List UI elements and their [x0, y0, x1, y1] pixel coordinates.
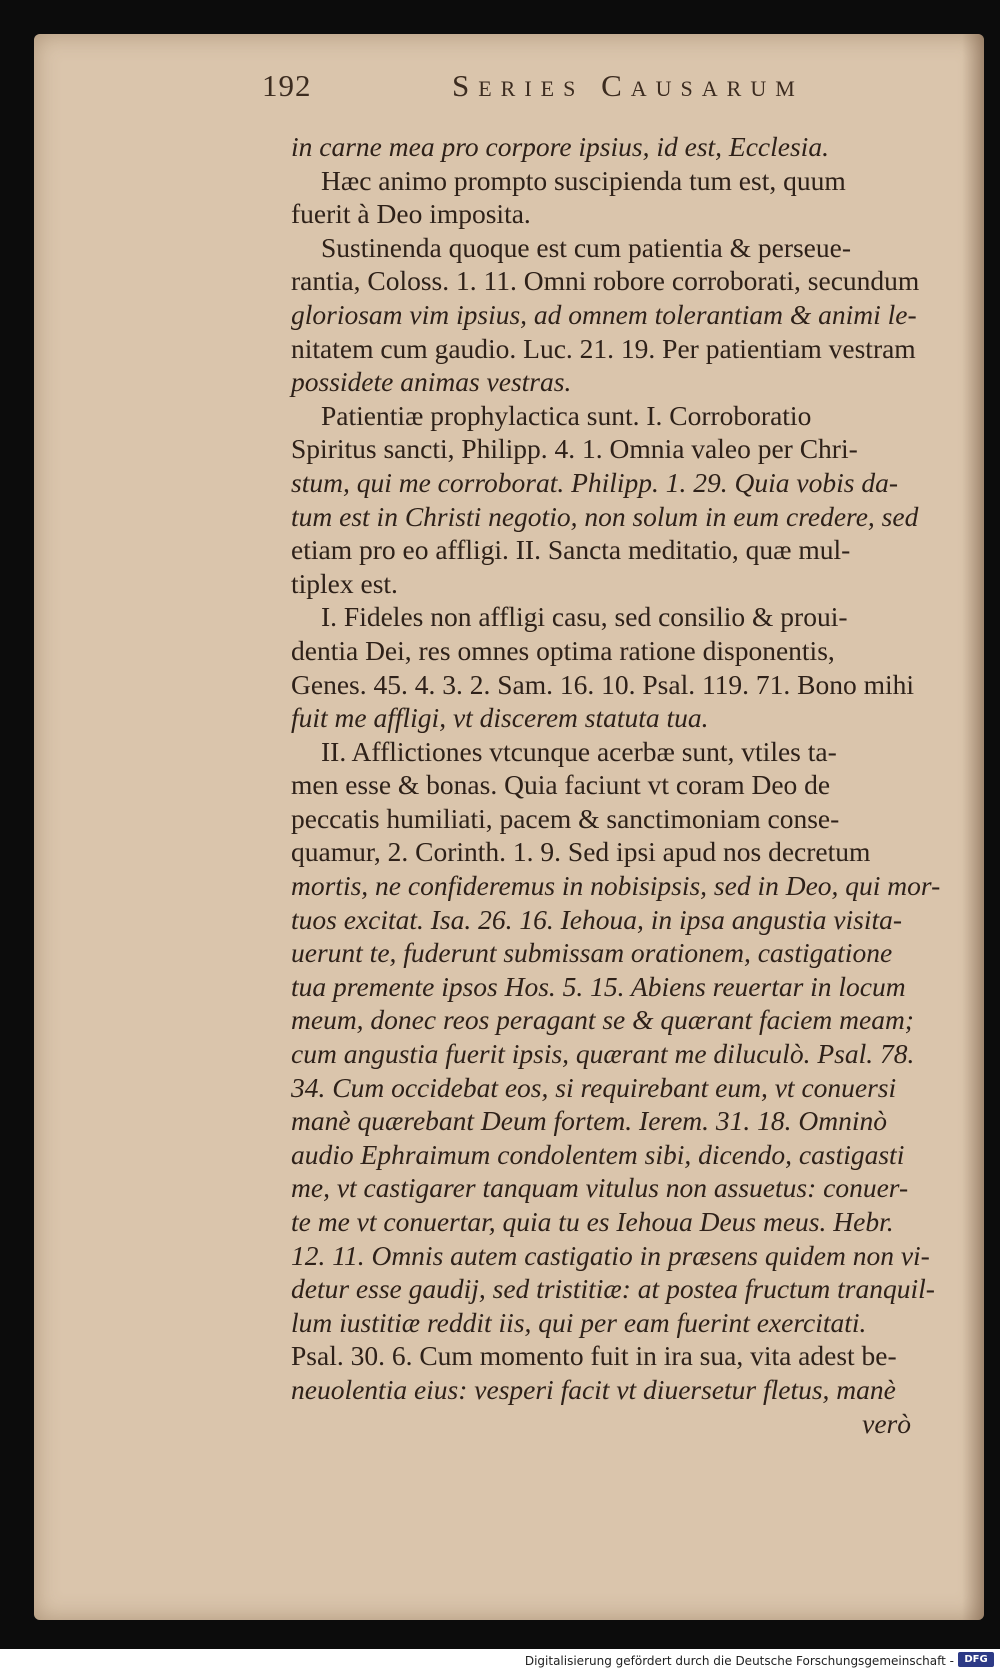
text-line: Sustinenda quoque est cum patientia & perseue- [321, 231, 851, 263]
page-header [262, 68, 902, 104]
running-head: Series Causarum [452, 68, 804, 103]
text-line: neuolentia eius: vesperi facit vt diuersetur fletus, manè [291, 1373, 896, 1405]
text-line: me, vt castigarer tanquam vitulus non assuetus: conuer- [291, 1172, 909, 1204]
text-line: Hæc animo prompto suscipienda tum est, quum [321, 164, 846, 196]
text-line: audio Ephraimum condolentem sibi, dicendo, castigasti [291, 1138, 905, 1170]
text-line: lum iustitiæ reddit iis, qui per eam fuerint exercitati. [291, 1306, 867, 1338]
body-text [291, 130, 941, 1440]
text-line: dentia Dei, res omnes optima ratione disponentis, [291, 634, 835, 666]
text-line: possidete animas vestras. [291, 366, 572, 398]
text-line: nitatem cum gaudio. Luc. 21. 19. Per patientiam vestram [291, 332, 916, 364]
text-line: gloriosam vim ipsius, ad omnem tolerantiam & animi le- [291, 298, 917, 330]
text-line: rantia, Coloss. 1. 11. Omni robore corroborati, secundum [291, 265, 920, 297]
text-line: fuerit à Deo imposita. [291, 198, 531, 230]
dfg-logo: DFG [958, 1652, 994, 1667]
text-line: Patientiæ prophylactica sunt. I. Corroboratio [321, 399, 812, 431]
text-line: fuit me affligi, vt discerem statuta tua. [291, 702, 709, 734]
text-line: in carne mea pro corpore ipsius, id est, Ecclesia. [291, 131, 829, 162]
text-line: Genes. 45. 4. 3. 2. Sam. 16. 10. Psal. 119. 71. Bono mihi [291, 668, 915, 700]
text-line: cum angustia fuerit ipsis, quærant me diluculò. Psal. 78. [291, 1038, 915, 1070]
footer-bar [0, 1649, 1000, 1671]
text-line: Spiritus sancti, Philipp. 4. 1. Omnia valeo per Chri- [291, 433, 858, 465]
text-line: mortis, ne confideremus in nobisipsis, sed in Deo, qui mor- [291, 870, 941, 902]
text-line: uerunt te, fuderunt submissam orationem, castigatione [291, 937, 893, 969]
text-line: Psal. 30. 6. Cum momento fuit in ira sua, vita adest be- [291, 1340, 897, 1372]
text-line: manè quærebant Deum fortem. Ierem. 31. 18. Omninò [291, 1105, 888, 1137]
text-line: quamur, 2. Corinth. 1. 9. Sed ipsi apud nos decretum [291, 836, 871, 868]
text-line: II. Afflictiones vtcunque acerbæ sunt, vtiles ta- [321, 735, 837, 767]
text-line: men esse & bonas. Quia faciunt vt coram Deo de [291, 769, 831, 801]
catchword: verò [862, 1407, 911, 1439]
page-number: 192 [262, 68, 312, 103]
page-edge-shadow [962, 34, 984, 1620]
text-line: te me vt conuertar, quia tu es Iehoua Deus meus. Hebr. [291, 1206, 894, 1237]
text-line: tua premente ipsos Hos. 5. 15. Abiens reuertar in locum [291, 970, 906, 1002]
text-line: meum, donec reos peragant se & quærant faciem meam; [291, 1004, 914, 1036]
text-line: tum est in Christi negotio, non solum in eum credere, sed [291, 500, 919, 532]
text-line: 34. Cum occidebat eos, si requirebant eum, vt conuersi [291, 1071, 897, 1103]
text-line: detur esse gaudij, sed tristitiæ: at postea fructum tranquil- [291, 1273, 935, 1305]
text-line: 12. 11. Omnis autem castigatio in præsens quidem non vi- [291, 1239, 930, 1271]
text-line: stum, qui me corroborat. Philipp. 1. 29. Quia vobis da- [291, 466, 899, 498]
text-line: tiplex est. [291, 567, 398, 599]
text-line: tuos excitat. Isa. 26. 16. Iehoua, in ipsa angustia visita- [291, 903, 903, 935]
text-line: peccatis humiliati, pacem & sanctimoniam conse- [291, 802, 840, 834]
text-line: I. Fideles non affligi casu, sed consilio & proui- [321, 601, 848, 633]
text-line: etiam pro eo affligi. II. Sancta meditatio, quæ mul- [291, 534, 851, 566]
funding-credit: Digitalisierung gefördert durch die Deutsche Forschungsgemeinschaft - [524, 1654, 954, 1668]
